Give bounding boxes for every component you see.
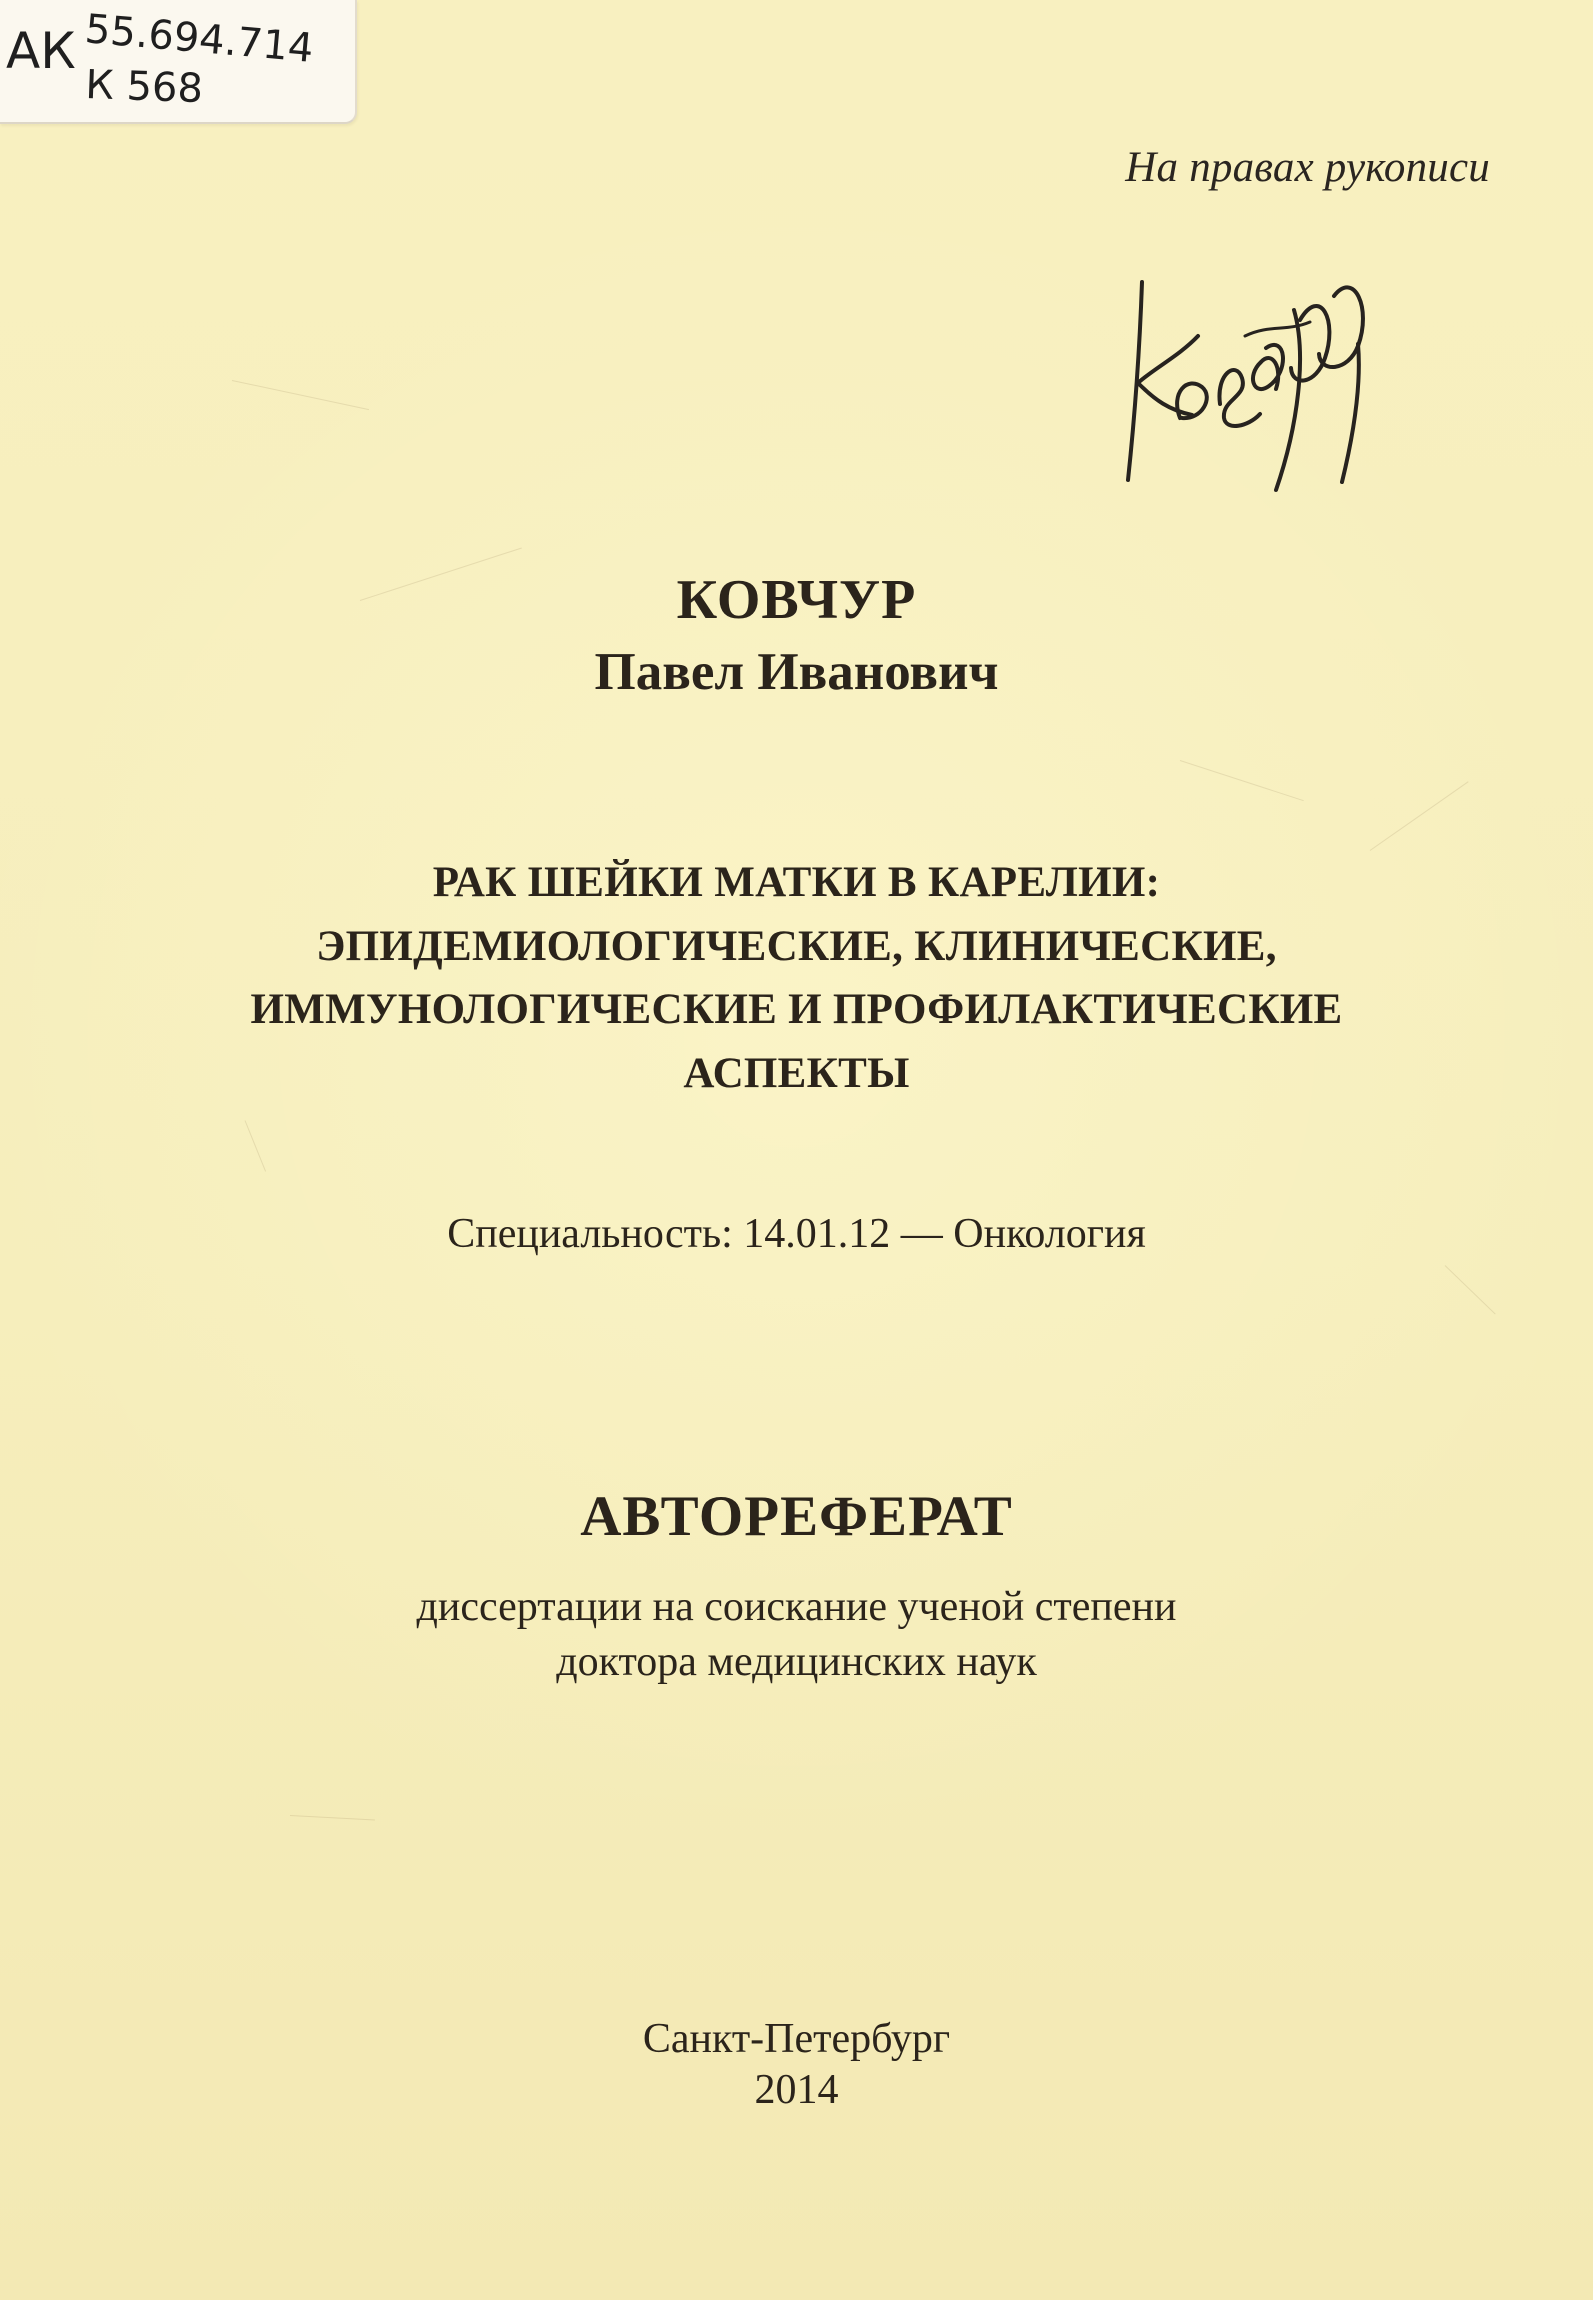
specialty-text: Специальность: 14.01.12 — Онкология xyxy=(447,1211,1146,1257)
paper-fiber xyxy=(1445,1265,1496,1314)
publication-city: Санкт-Петербург xyxy=(642,2016,951,2062)
catalog-code-line1: 55.694.714 xyxy=(83,6,316,72)
library-catalog-handwriting xyxy=(0,0,355,122)
document-type: АВТОРЕФЕРАТ xyxy=(580,1485,1013,1548)
catalog-code-line2: К 568 xyxy=(84,62,204,113)
degree-description-line-1: диссертации на соискание ученой степени xyxy=(416,1584,1177,1630)
paper-fiber xyxy=(1180,760,1304,801)
paper-fiber xyxy=(290,1815,375,1820)
paper-fiber xyxy=(245,1120,267,1171)
paper-fiber xyxy=(1370,781,1469,851)
dissertation-title-line-3: ИММУНОЛОГИЧЕСКИЕ И ПРОФИЛАКТИЧЕСКИЕ xyxy=(250,986,1343,1033)
publication-year: 2014 xyxy=(754,2067,839,2113)
author-name: Павел Иванович xyxy=(594,643,999,701)
paper-fiber xyxy=(232,380,369,410)
library-catalog-sticker xyxy=(0,0,357,124)
rights-note: На правах рукописи xyxy=(1125,144,1490,191)
author-signature xyxy=(1110,250,1410,500)
author-surname: КОВЧУР xyxy=(676,569,917,631)
dissertation-title-line-2: ЭПИДЕМИОЛОГИЧЕСКИЕ, КЛИНИЧЕСКИЕ, xyxy=(316,923,1277,970)
dissertation-title-line-1: РАК ШЕЙКИ МАТКИ В КАРЕЛИИ: xyxy=(432,859,1161,906)
dissertation-title-line-4: АСПЕКТЫ xyxy=(683,1050,910,1097)
catalog-prefix: АК xyxy=(6,22,76,80)
degree-description-line-2: доктора медицинских наук xyxy=(556,1639,1037,1685)
